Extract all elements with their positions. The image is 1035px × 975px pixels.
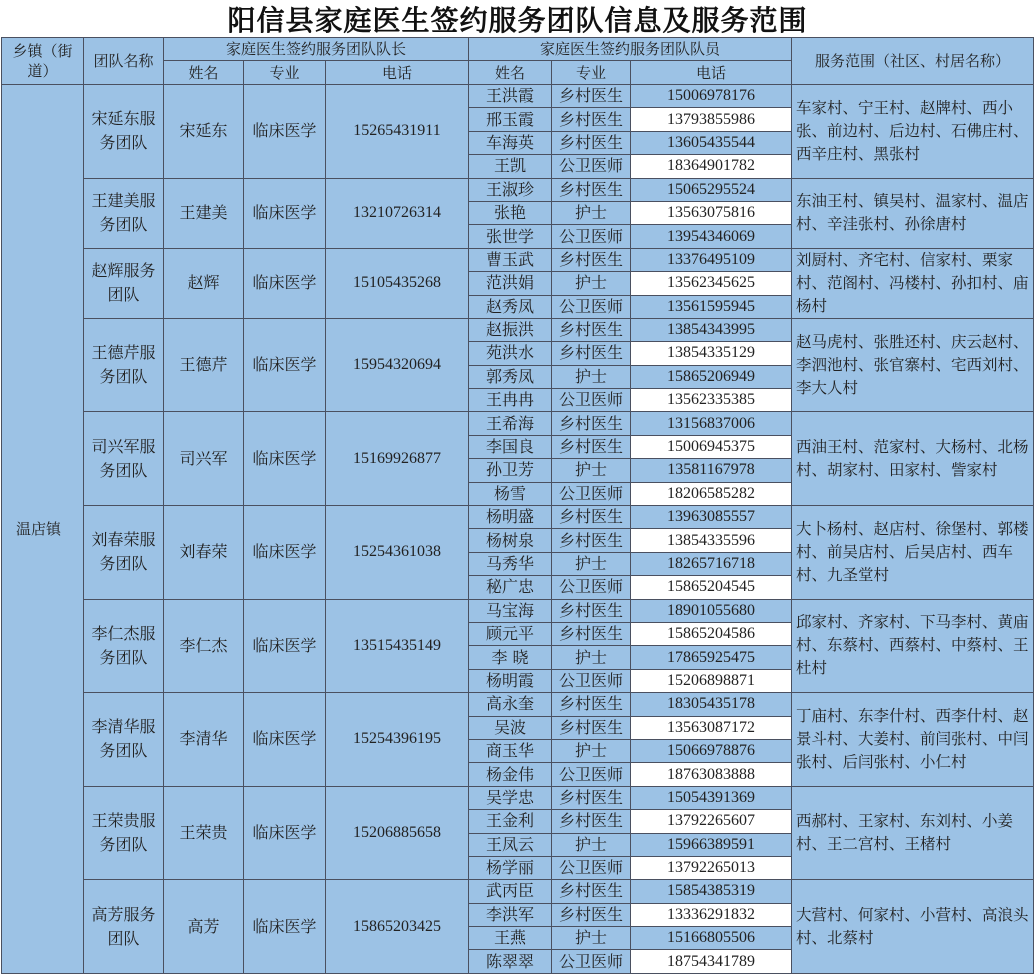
- member-phone-cell: 18265716718: [631, 552, 792, 575]
- member-phone-cell: 13376495109: [631, 248, 792, 271]
- header-leader-specialty: 专业: [244, 61, 326, 85]
- header-row-top: [2, 38, 1034, 61]
- member-name-cell: 王燕: [469, 927, 552, 950]
- header-member-specialty: 专业: [552, 61, 631, 85]
- leader-phone-cell: 15206885658: [326, 786, 469, 880]
- member-name-cell: 王淑珍: [469, 178, 552, 201]
- member-specialty-cell: 乡村医生: [552, 248, 631, 271]
- member-name-cell: 陈翠翠: [469, 950, 552, 973]
- scope-cell: 大营村、何家村、小营村、高浪头村、北蔡村: [792, 880, 1034, 974]
- member-name-cell: 吴学忠: [469, 786, 552, 809]
- member-name-cell: 赵秀凤: [469, 295, 552, 318]
- member-name-cell: 王希海: [469, 412, 552, 435]
- leader-phone-cell: 15254396195: [326, 693, 469, 787]
- table-row: [2, 248, 1034, 271]
- member-phone-cell: 13581167978: [631, 459, 792, 482]
- member-specialty-cell: 公卫医师: [552, 576, 631, 599]
- leader-phone-cell: 13515435149: [326, 599, 469, 693]
- team-name-cell: 司兴军服务团队: [84, 412, 164, 506]
- member-specialty-cell: 乡村医生: [552, 810, 631, 833]
- member-specialty-cell: 乡村医生: [552, 318, 631, 341]
- member-phone-cell: 15206898871: [631, 669, 792, 692]
- member-phone-cell: 13793855986: [631, 108, 792, 131]
- header-leader-name: 姓名: [164, 61, 244, 85]
- table-row: [2, 178, 1034, 201]
- member-phone-cell: 13336291832: [631, 903, 792, 926]
- leader-name-cell: 高芳: [164, 880, 244, 974]
- scope-cell: 车家村、宁王村、赵牌村、西小张、前边村、后边村、石佛庄村、西辛庄村、黑张村: [792, 85, 1034, 179]
- team-name-cell: 李清华服务团队: [84, 693, 164, 787]
- table-row: [2, 412, 1034, 435]
- member-specialty-cell: 乡村医生: [552, 529, 631, 552]
- member-phone-cell: 15865204545: [631, 576, 792, 599]
- member-phone-cell: 13792265607: [631, 810, 792, 833]
- header-member-phone: 电话: [631, 61, 792, 85]
- leader-specialty-cell: 临床医学: [244, 880, 326, 974]
- leader-specialty-cell: 临床医学: [244, 85, 326, 179]
- member-specialty-cell: 乡村医生: [552, 716, 631, 739]
- member-name-cell: 范洪娟: [469, 272, 552, 295]
- member-specialty-cell: 乡村医生: [552, 178, 631, 201]
- leader-phone-cell: 15865203425: [326, 880, 469, 974]
- member-phone-cell: 18305435178: [631, 693, 792, 716]
- member-name-cell: 杨金伟: [469, 763, 552, 786]
- table-row: [2, 85, 1034, 108]
- member-phone-cell: 13563087172: [631, 716, 792, 739]
- town-cell: 温店镇: [2, 85, 84, 974]
- leader-phone-cell: 15254361038: [326, 506, 469, 600]
- member-name-cell: 苑洪水: [469, 342, 552, 365]
- leader-phone-cell: 15954320694: [326, 318, 469, 412]
- member-name-cell: 商玉华: [469, 739, 552, 762]
- member-specialty-cell: 公卫医师: [552, 856, 631, 879]
- member-phone-cell: 15054391369: [631, 786, 792, 809]
- member-name-cell: 邢玉霞: [469, 108, 552, 131]
- member-name-cell: 马秀华: [469, 552, 552, 575]
- member-specialty-cell: 公卫医师: [552, 763, 631, 786]
- member-phone-cell: 18754341789: [631, 950, 792, 973]
- member-specialty-cell: 乡村医生: [552, 108, 631, 131]
- header-town: 乡镇（街道）: [2, 38, 84, 85]
- member-specialty-cell: 护士: [552, 365, 631, 388]
- leader-specialty-cell: 临床医学: [244, 412, 326, 506]
- table-row: [2, 880, 1034, 903]
- team-name-cell: 高芳服务团队: [84, 880, 164, 974]
- member-name-cell: 赵振洪: [469, 318, 552, 341]
- header-member-name: 姓名: [469, 61, 552, 85]
- member-name-cell: 杨明盛: [469, 506, 552, 529]
- member-name-cell: 李国良: [469, 435, 552, 458]
- member-name-cell: 王凯: [469, 155, 552, 178]
- member-specialty-cell: 公卫医师: [552, 482, 631, 505]
- member-specialty-cell: 公卫医师: [552, 295, 631, 318]
- scope-cell: 东油王村、镇吴村、温家村、温店村、辛洼张村、孙徐唐村: [792, 178, 1034, 248]
- team-name-cell: 刘春荣服务团队: [84, 506, 164, 600]
- member-phone-cell: 18901055680: [631, 599, 792, 622]
- member-name-cell: 车海英: [469, 131, 552, 154]
- member-name-cell: 王冉冉: [469, 389, 552, 412]
- member-name-cell: 武丙臣: [469, 880, 552, 903]
- leader-specialty-cell: 临床医学: [244, 693, 326, 787]
- leader-specialty-cell: 临床医学: [244, 506, 326, 600]
- leader-phone-cell: 13210726314: [326, 178, 469, 248]
- leader-name-cell: 赵辉: [164, 248, 244, 318]
- leader-name-cell: 宋延东: [164, 85, 244, 179]
- header-leader-group: 家庭医生签约服务团队队长: [164, 38, 469, 61]
- leader-name-cell: 司兴军: [164, 412, 244, 506]
- member-specialty-cell: 护士: [552, 833, 631, 856]
- table-row: [2, 786, 1034, 809]
- member-phone-cell: 13562345625: [631, 272, 792, 295]
- member-name-cell: 李洪军: [469, 903, 552, 926]
- member-phone-cell: 15006945375: [631, 435, 792, 458]
- member-phone-cell: 15854385319: [631, 880, 792, 903]
- member-specialty-cell: 护士: [552, 552, 631, 575]
- member-name-cell: 曹玉武: [469, 248, 552, 271]
- member-phone-cell: 18206585282: [631, 482, 792, 505]
- member-specialty-cell: 护士: [552, 272, 631, 295]
- member-phone-cell: 15066978876: [631, 739, 792, 762]
- member-specialty-cell: 护士: [552, 459, 631, 482]
- header-leader-phone: 电话: [326, 61, 469, 85]
- member-phone-cell: 18763083888: [631, 763, 792, 786]
- member-phone-cell: 15966389591: [631, 833, 792, 856]
- member-name-cell: 李 晓: [469, 646, 552, 669]
- leader-specialty-cell: 临床医学: [244, 599, 326, 693]
- header-scope: 服务范围（社区、村居名称）: [792, 38, 1034, 85]
- member-specialty-cell: 乡村医生: [552, 342, 631, 365]
- member-specialty-cell: 公卫医师: [552, 669, 631, 692]
- leader-phone-cell: 15105435268: [326, 248, 469, 318]
- header-member-group: 家庭医生签约服务团队队员: [469, 38, 792, 61]
- member-specialty-cell: 乡村医生: [552, 786, 631, 809]
- member-name-cell: 顾元平: [469, 622, 552, 645]
- member-phone-cell: 13954346069: [631, 225, 792, 248]
- member-specialty-cell: 乡村医生: [552, 693, 631, 716]
- team-name-cell: 王荣贵服务团队: [84, 786, 164, 880]
- member-name-cell: 秘广忠: [469, 576, 552, 599]
- member-specialty-cell: 乡村医生: [552, 131, 631, 154]
- member-name-cell: 吴波: [469, 716, 552, 739]
- member-specialty-cell: 公卫医师: [552, 155, 631, 178]
- member-specialty-cell: 乡村医生: [552, 412, 631, 435]
- member-phone-cell: 15166805506: [631, 927, 792, 950]
- leader-phone-cell: 15169926877: [326, 412, 469, 506]
- leader-specialty-cell: 临床医学: [244, 248, 326, 318]
- member-phone-cell: 13562335385: [631, 389, 792, 412]
- leader-name-cell: 李仁杰: [164, 599, 244, 693]
- member-phone-cell: 13854343995: [631, 318, 792, 341]
- leader-specialty-cell: 临床医学: [244, 786, 326, 880]
- member-specialty-cell: 乡村医生: [552, 880, 631, 903]
- leader-specialty-cell: 临床医学: [244, 318, 326, 412]
- member-name-cell: 王金利: [469, 810, 552, 833]
- member-phone-cell: 15865204586: [631, 622, 792, 645]
- member-specialty-cell: 护士: [552, 927, 631, 950]
- member-phone-cell: 15865206949: [631, 365, 792, 388]
- member-name-cell: 杨雪: [469, 482, 552, 505]
- member-name-cell: 高永奎: [469, 693, 552, 716]
- member-phone-cell: 13156837006: [631, 412, 792, 435]
- table-row: [2, 599, 1034, 622]
- leader-name-cell: 李清华: [164, 693, 244, 787]
- table-row: [2, 506, 1034, 529]
- member-specialty-cell: 乡村医生: [552, 903, 631, 926]
- member-name-cell: 杨树泉: [469, 529, 552, 552]
- member-phone-cell: 13792265013: [631, 856, 792, 879]
- member-phone-cell: 13963085557: [631, 506, 792, 529]
- member-phone-cell: 13563075816: [631, 201, 792, 224]
- member-phone-cell: 15065295524: [631, 178, 792, 201]
- leader-specialty-cell: 临床医学: [244, 178, 326, 248]
- scope-cell: 西油王村、范家村、大杨村、北杨村、胡家村、田家村、訾家村: [792, 412, 1034, 506]
- member-name-cell: 王凤云: [469, 833, 552, 856]
- member-name-cell: 王洪霞: [469, 85, 552, 108]
- member-phone-cell: 13605435544: [631, 131, 792, 154]
- member-name-cell: 杨明霞: [469, 669, 552, 692]
- leader-name-cell: 刘春荣: [164, 506, 244, 600]
- member-specialty-cell: 护士: [552, 646, 631, 669]
- member-name-cell: 张世学: [469, 225, 552, 248]
- member-name-cell: 张艳: [469, 201, 552, 224]
- member-name-cell: 郭秀凤: [469, 365, 552, 388]
- leader-name-cell: 王建美: [164, 178, 244, 248]
- table-row: [2, 693, 1034, 716]
- member-phone-cell: 13561595945: [631, 295, 792, 318]
- team-name-cell: 赵辉服务团队: [84, 248, 164, 318]
- member-name-cell: 孙卫芳: [469, 459, 552, 482]
- scope-cell: 刘厨村、齐宅村、信家村、栗家村、范阁村、冯楼村、孙扣村、庙杨村: [792, 248, 1034, 318]
- scope-cell: 大卜杨村、赵店村、徐堡村、郭楼村、前吴店村、后吴店村、西车村、九圣堂村: [792, 506, 1034, 600]
- member-specialty-cell: 乡村医生: [552, 599, 631, 622]
- member-specialty-cell: 乡村医生: [552, 85, 631, 108]
- member-phone-cell: 18364901782: [631, 155, 792, 178]
- member-specialty-cell: 护士: [552, 739, 631, 762]
- member-name-cell: 马宝海: [469, 599, 552, 622]
- member-phone-cell: 15006978176: [631, 85, 792, 108]
- team-table: [1, 37, 1034, 974]
- header-team-name: 团队名称: [84, 38, 164, 85]
- scope-cell: 西郝村、王家村、东刘村、小姜村、王二宫村、王楮村: [792, 786, 1034, 880]
- member-specialty-cell: 公卫医师: [552, 950, 631, 973]
- scope-cell: 赵马虎村、张胜还村、庆云赵村、李泗池村、张官寨村、宅西刘村、李大人村: [792, 318, 1034, 412]
- member-phone-cell: 13854335596: [631, 529, 792, 552]
- member-phone-cell: 17865925475: [631, 646, 792, 669]
- page-title: 阳信县家庭医生签约服务团队信息及服务范围: [0, 0, 1035, 37]
- leader-name-cell: 王德芹: [164, 318, 244, 412]
- member-specialty-cell: 公卫医师: [552, 225, 631, 248]
- member-specialty-cell: 乡村医生: [552, 435, 631, 458]
- leader-phone-cell: 15265431911: [326, 85, 469, 179]
- team-name-cell: 宋延东服务团队: [84, 85, 164, 179]
- team-name-cell: 李仁杰服务团队: [84, 599, 164, 693]
- scope-cell: 邱家村、齐家村、下马李村、黄庙村、东蔡村、西蔡村、中蔡村、王杜村: [792, 599, 1034, 693]
- member-phone-cell: 13854335129: [631, 342, 792, 365]
- member-specialty-cell: 护士: [552, 201, 631, 224]
- member-specialty-cell: 乡村医生: [552, 622, 631, 645]
- team-name-cell: 王建美服务团队: [84, 178, 164, 248]
- leader-name-cell: 王荣贵: [164, 786, 244, 880]
- member-name-cell: 杨学丽: [469, 856, 552, 879]
- table-row: [2, 318, 1034, 341]
- member-specialty-cell: 公卫医师: [552, 389, 631, 412]
- scope-cell: 丁庙村、东李什村、西李什村、赵景斗村、大姜村、前闫张村、中闫张村、后闫张村、小仁村: [792, 693, 1034, 787]
- team-name-cell: 王德芹服务团队: [84, 318, 164, 412]
- member-specialty-cell: 乡村医生: [552, 506, 631, 529]
